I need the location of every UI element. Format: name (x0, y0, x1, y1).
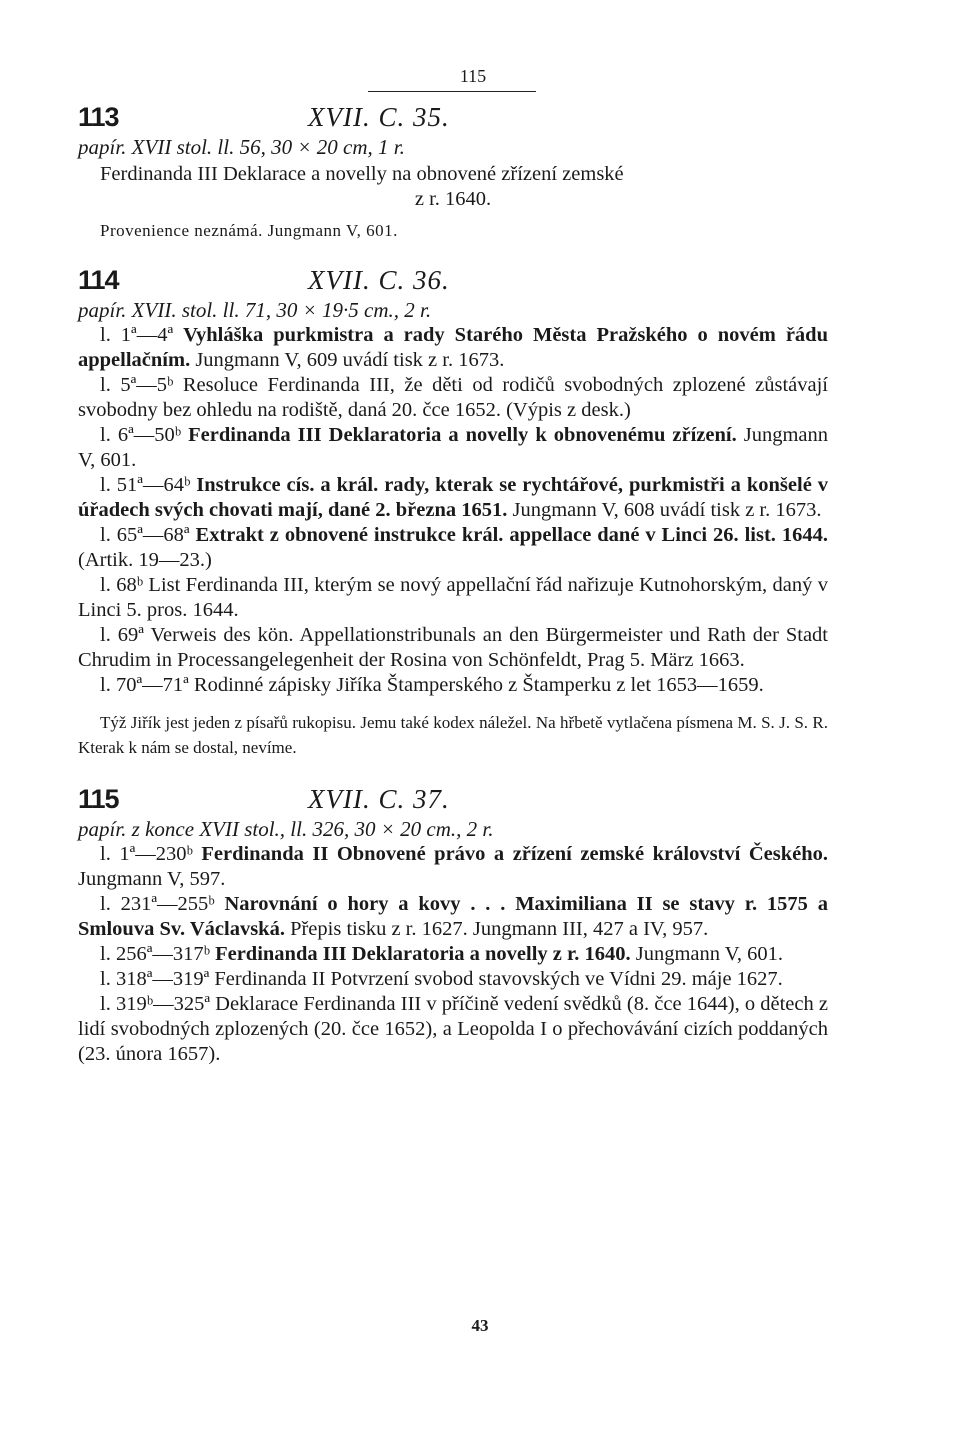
folio-item (78, 473, 828, 523)
entry-title (78, 162, 828, 187)
entry-114 (78, 265, 828, 760)
folio-item (78, 892, 828, 942)
footer-number: 43 (471, 1316, 489, 1335)
folio-title: Ferdinanda II Obnovené právo a zřízení zemské království Českého. (201, 843, 828, 865)
folio-title: Ferdinanda III Deklaratoria a novelly z r. 1640. (215, 943, 631, 965)
folio-title: Narovnání o hory a kovy . . . Maximiliana II se stavy r. 1575 a Smlouva Sv. Václavská. (78, 893, 828, 940)
folio-note: Jungmann V, 597. (78, 868, 226, 890)
folio-ref: l. 256ª—317ᵇ (100, 943, 210, 965)
folio-item (78, 523, 828, 573)
page-number-rule (368, 91, 536, 92)
folio-ref: l. 69ª (100, 624, 144, 646)
folio-text: Resoluce Ferdinanda III, že děti od rodičů svobodných zplozené zůstávají svobodny bez ohledu na rodiště, daná 20. čce 1652. (Výpis z desk.) (78, 374, 829, 421)
entry-title-year: z r. 1640. (414, 188, 492, 210)
folio-note: Přepis tisku z r. 1627. Jungmann III, 427 a IV, 957. (290, 918, 709, 940)
folio-note: Jungmann V, 608 uvádí tisk z r. 1673. (512, 499, 822, 521)
folio-item (78, 373, 828, 423)
folio-title: Instrukce cís. a král. rady, kterak se rychtářové, purkmistři a konšelé v úřadech svých chovati mají, dané 2. března 1651. (78, 474, 829, 521)
folio-text: Ferdinanda II Potvrzení svobod stavovských ve Vídni 29. máje 1627. (214, 968, 783, 990)
folio-item (78, 323, 828, 373)
folio-note: Jungmann V, 601. (635, 943, 784, 965)
entry-header (78, 102, 828, 133)
folio-text: Deklarace Ferdinanda III v příčině vedení svědků (8. čce 1644), o dětech z lidí svobodných zplozených (20. čce 1652), a Leopolda I o přechovávání cizích poddaných (23. února 1657). (78, 993, 829, 1065)
folio-note: Jungmann V, 609 uvádí tisk z r. 1673. (195, 349, 505, 371)
shelf-mark: XVII. C. 36. (308, 265, 450, 295)
folio-item (78, 942, 828, 967)
entry-115 (78, 784, 828, 1067)
folio-item (78, 573, 828, 623)
entry-113 (78, 102, 828, 243)
entry-header (78, 784, 828, 815)
entry-number: 114 (78, 265, 119, 295)
folio-text: Verweis des kön. Appellationstribunals an den Bürgermeister und Rath der Stadt Chrudim in Processangelegenheit der Rosina von Schönfeldt, Prag 5. März 1663. (78, 624, 828, 671)
folio-text: Rodinné zápisky Jiříka Štamperského z Štamperku z let 1653—1659. (193, 674, 764, 696)
folio-ref: l. 68ᵇ (100, 574, 144, 596)
material-description: papír. z konce XVII stol., ll. 326, 30 × 20 cm., 2 r. (78, 817, 494, 841)
folio-item (78, 623, 828, 673)
title-line: Ferdinanda III Deklarace a novelly na obnovené zřízení zemské (100, 163, 624, 185)
folio-ref: l. 70ª—71ª (100, 674, 189, 696)
material-description: papír. XVII stol. ll. 56, 30 × 20 cm, 1 r. (78, 135, 405, 159)
folio-title: Vyhláška purkmistra a rady Starého Města Pražského o novém řádu appellačním. (78, 324, 828, 371)
folio-ref: l. 231ª—255ᵇ (100, 893, 215, 915)
folio-ref: l. 51ª—64ᵇ (100, 474, 191, 496)
folio-ref: l. 319ᵇ—325ª (100, 993, 210, 1015)
entry-note: Týž Jiřík jest jeden z písařů rukopisu. Jemu také kodex náležel. Na hřbetě vytlačena písmena M. S. J. S. R. Kterak k nám se dostal, nevíme. (78, 713, 828, 757)
page-body (78, 66, 828, 1067)
folio-item (78, 673, 828, 698)
folio-ref: l. 5ª—5ᵇ (100, 374, 174, 396)
folio-note: (Artik. 19—23.) (78, 549, 212, 571)
folio-title: Extrakt z obnovené instrukce král. appellace dané v Linci 26. list. 1644. (195, 524, 828, 546)
folio-item (78, 842, 828, 892)
provenance: Provenience neznámá. Jungmann V, 601. (100, 221, 398, 240)
folio-title: Ferdinanda III Deklaratoria a novelly k obnovenému zřízení. (188, 424, 737, 446)
material-description: papír. XVII. stol. ll. 71, 30 × 19·5 cm., 2 r. (78, 298, 432, 322)
folio-ref: l. 65ª—68ª (100, 524, 190, 546)
page-number: 115 (459, 66, 487, 86)
folio-ref: l. 1ª—4ª (100, 324, 174, 346)
folio-ref: l. 318ª—319ª (100, 968, 210, 990)
entry-number: 115 (78, 784, 119, 814)
folio-item (78, 967, 828, 992)
folio-item (78, 423, 828, 473)
folio-note: Jungmann V, 601. (78, 424, 829, 471)
shelf-mark: XVII. C. 37. (308, 784, 450, 814)
entry-number: 113 (78, 102, 119, 132)
folio-item (78, 992, 828, 1067)
folio-ref: l. 6ª—50ᵇ (100, 424, 182, 446)
folio-ref: l. 1ª—230ᵇ (100, 843, 193, 865)
entry-header (78, 265, 828, 296)
folio-text: List Ferdinanda III, kterým se nový appellační řád nařizuje Kutnohorským, daný v Linci 5. pros. 1644. (78, 574, 828, 621)
shelf-mark: XVII. C. 35. (308, 102, 450, 132)
